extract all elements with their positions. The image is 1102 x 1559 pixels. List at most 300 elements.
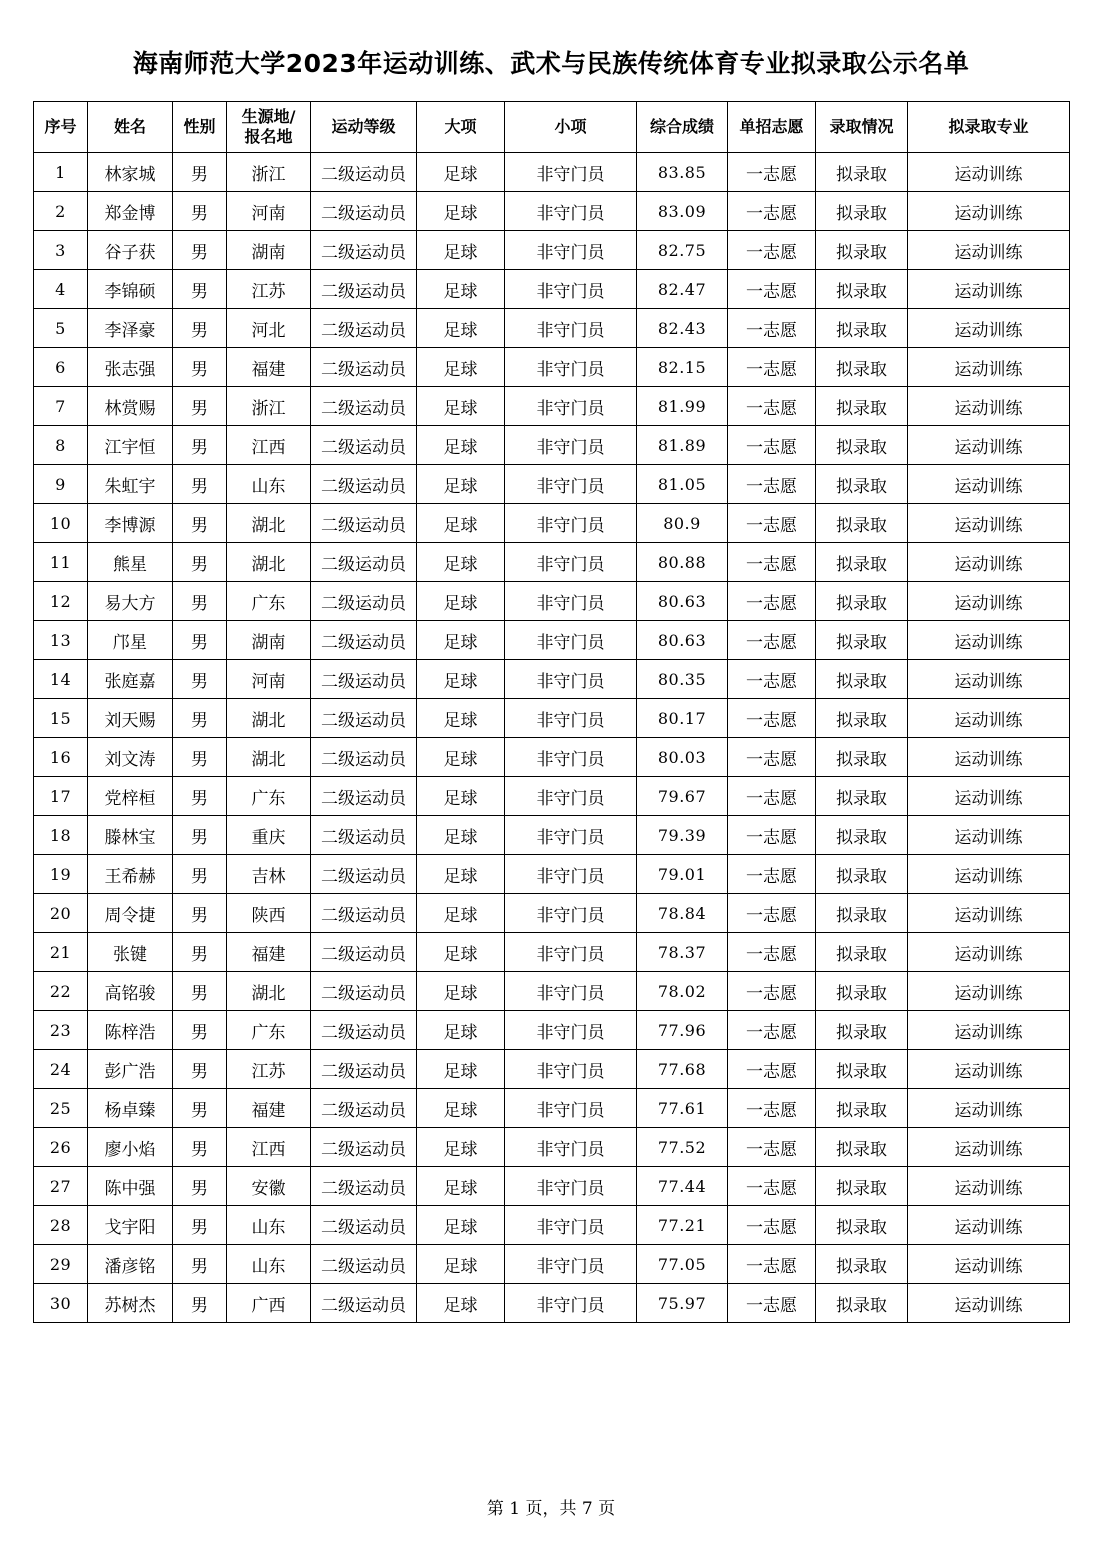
cell-preference: 一志愿 bbox=[728, 1206, 816, 1245]
cell-index: 25 bbox=[34, 1089, 88, 1128]
cell-name: 陈梓浩 bbox=[88, 1011, 173, 1050]
cell-preference: 一志愿 bbox=[728, 972, 816, 1011]
cell-gender: 男 bbox=[173, 699, 227, 738]
cell-sport: 足球 bbox=[417, 894, 505, 933]
cell-gender: 男 bbox=[173, 1128, 227, 1167]
cell-major: 运动训练 bbox=[908, 543, 1070, 582]
cell-score: 82.75 bbox=[637, 231, 728, 270]
table-row bbox=[34, 153, 1070, 192]
table-row bbox=[34, 1245, 1070, 1284]
cell-major: 运动训练 bbox=[908, 1206, 1070, 1245]
cell-origin: 河南 bbox=[227, 192, 311, 231]
cell-sport: 足球 bbox=[417, 582, 505, 621]
cell-origin: 山东 bbox=[227, 1245, 311, 1284]
cell-sport: 足球 bbox=[417, 270, 505, 309]
cell-status: 拟录取 bbox=[816, 582, 908, 621]
table-row bbox=[34, 1011, 1070, 1050]
cell-index: 30 bbox=[34, 1284, 88, 1323]
cell-major: 运动训练 bbox=[908, 192, 1070, 231]
cell-event: 非守门员 bbox=[505, 1245, 637, 1284]
cell-sport: 足球 bbox=[417, 1284, 505, 1323]
cell-preference: 一志愿 bbox=[728, 1050, 816, 1089]
cell-sport: 足球 bbox=[417, 1089, 505, 1128]
table-row bbox=[34, 582, 1070, 621]
cell-index: 24 bbox=[34, 1050, 88, 1089]
cell-name: 郑金博 bbox=[88, 192, 173, 231]
cell-name: 彭广浩 bbox=[88, 1050, 173, 1089]
table-row bbox=[34, 699, 1070, 738]
cell-preference: 一志愿 bbox=[728, 270, 816, 309]
cell-origin: 安徽 bbox=[227, 1167, 311, 1206]
table-row bbox=[34, 1050, 1070, 1089]
cell-origin: 广东 bbox=[227, 777, 311, 816]
cell-score: 80.63 bbox=[637, 621, 728, 660]
cell-score: 80.17 bbox=[637, 699, 728, 738]
cell-level: 二级运动员 bbox=[311, 309, 417, 348]
table-row bbox=[34, 270, 1070, 309]
cell-preference: 一志愿 bbox=[728, 777, 816, 816]
cell-preference: 一志愿 bbox=[728, 855, 816, 894]
cell-event: 非守门员 bbox=[505, 543, 637, 582]
cell-preference: 一志愿 bbox=[728, 426, 816, 465]
cell-event: 非守门员 bbox=[505, 348, 637, 387]
cell-major: 运动训练 bbox=[908, 738, 1070, 777]
cell-name: 张志强 bbox=[88, 348, 173, 387]
cell-status: 拟录取 bbox=[816, 1206, 908, 1245]
cell-index: 4 bbox=[34, 270, 88, 309]
cell-status: 拟录取 bbox=[816, 1128, 908, 1167]
cell-major: 运动训练 bbox=[908, 1245, 1070, 1284]
cell-name: 林赏赐 bbox=[88, 387, 173, 426]
cell-event: 非守门员 bbox=[505, 816, 637, 855]
cell-level: 二级运动员 bbox=[311, 1167, 417, 1206]
cell-origin: 湖北 bbox=[227, 699, 311, 738]
cell-event: 非守门员 bbox=[505, 855, 637, 894]
cell-event: 非守门员 bbox=[505, 426, 637, 465]
cell-origin: 福建 bbox=[227, 348, 311, 387]
table-row bbox=[34, 1284, 1070, 1323]
table-row bbox=[34, 738, 1070, 777]
cell-preference: 一志愿 bbox=[728, 816, 816, 855]
cell-event: 非守门员 bbox=[505, 231, 637, 270]
cell-event: 非守门员 bbox=[505, 1284, 637, 1323]
cell-major: 运动训练 bbox=[908, 465, 1070, 504]
cell-event: 非守门员 bbox=[505, 192, 637, 231]
cell-status: 拟录取 bbox=[816, 1167, 908, 1206]
cell-preference: 一志愿 bbox=[728, 933, 816, 972]
cell-preference: 一志愿 bbox=[728, 465, 816, 504]
cell-gender: 男 bbox=[173, 738, 227, 777]
cell-sport: 足球 bbox=[417, 387, 505, 426]
cell-sport: 足球 bbox=[417, 1128, 505, 1167]
column-header: 拟录取专业 bbox=[908, 102, 1070, 153]
cell-event: 非守门员 bbox=[505, 933, 637, 972]
cell-name: 王希赫 bbox=[88, 855, 173, 894]
cell-origin: 广西 bbox=[227, 1284, 311, 1323]
table-header-row bbox=[34, 102, 1070, 153]
cell-sport: 足球 bbox=[417, 972, 505, 1011]
cell-level: 二级运动员 bbox=[311, 1128, 417, 1167]
cell-origin: 江苏 bbox=[227, 270, 311, 309]
cell-origin: 河南 bbox=[227, 660, 311, 699]
cell-level: 二级运动员 bbox=[311, 660, 417, 699]
cell-preference: 一志愿 bbox=[728, 582, 816, 621]
cell-score: 75.97 bbox=[637, 1284, 728, 1323]
column-header: 姓名 bbox=[88, 102, 173, 153]
cell-name: 潘彦铭 bbox=[88, 1245, 173, 1284]
cell-name: 周令捷 bbox=[88, 894, 173, 933]
column-header: 综合成绩 bbox=[637, 102, 728, 153]
cell-score: 78.84 bbox=[637, 894, 728, 933]
cell-level: 二级运动员 bbox=[311, 582, 417, 621]
cell-level: 二级运动员 bbox=[311, 894, 417, 933]
cell-score: 80.35 bbox=[637, 660, 728, 699]
cell-sport: 足球 bbox=[417, 816, 505, 855]
cell-level: 二级运动员 bbox=[311, 504, 417, 543]
cell-score: 77.52 bbox=[637, 1128, 728, 1167]
cell-event: 非守门员 bbox=[505, 465, 637, 504]
cell-level: 二级运动员 bbox=[311, 465, 417, 504]
cell-sport: 足球 bbox=[417, 1167, 505, 1206]
cell-gender: 男 bbox=[173, 270, 227, 309]
cell-major: 运动训练 bbox=[908, 816, 1070, 855]
cell-origin: 河北 bbox=[227, 309, 311, 348]
cell-origin: 陕西 bbox=[227, 894, 311, 933]
cell-level: 二级运动员 bbox=[311, 387, 417, 426]
cell-gender: 男 bbox=[173, 231, 227, 270]
cell-gender: 男 bbox=[173, 192, 227, 231]
cell-major: 运动训练 bbox=[908, 621, 1070, 660]
table-row bbox=[34, 192, 1070, 231]
cell-sport: 足球 bbox=[417, 660, 505, 699]
cell-name: 滕林宝 bbox=[88, 816, 173, 855]
cell-gender: 男 bbox=[173, 1089, 227, 1128]
table-row bbox=[34, 465, 1070, 504]
cell-level: 二级运动员 bbox=[311, 1050, 417, 1089]
table-body bbox=[34, 153, 1070, 1323]
cell-preference: 一志愿 bbox=[728, 1167, 816, 1206]
cell-status: 拟录取 bbox=[816, 660, 908, 699]
cell-score: 80.63 bbox=[637, 582, 728, 621]
cell-level: 二级运动员 bbox=[311, 816, 417, 855]
cell-status: 拟录取 bbox=[816, 894, 908, 933]
cell-score: 79.01 bbox=[637, 855, 728, 894]
cell-index: 13 bbox=[34, 621, 88, 660]
cell-major: 运动训练 bbox=[908, 1167, 1070, 1206]
cell-status: 拟录取 bbox=[816, 192, 908, 231]
cell-gender: 男 bbox=[173, 426, 227, 465]
cell-name: 张庭嘉 bbox=[88, 660, 173, 699]
cell-preference: 一志愿 bbox=[728, 153, 816, 192]
cell-sport: 足球 bbox=[417, 465, 505, 504]
cell-event: 非守门员 bbox=[505, 777, 637, 816]
cell-name: 党梓桓 bbox=[88, 777, 173, 816]
cell-sport: 足球 bbox=[417, 777, 505, 816]
cell-preference: 一志愿 bbox=[728, 504, 816, 543]
table-row bbox=[34, 660, 1070, 699]
table-row bbox=[34, 816, 1070, 855]
cell-index: 2 bbox=[34, 192, 88, 231]
cell-index: 28 bbox=[34, 1206, 88, 1245]
cell-event: 非守门员 bbox=[505, 153, 637, 192]
cell-name: 廖小焰 bbox=[88, 1128, 173, 1167]
cell-gender: 男 bbox=[173, 855, 227, 894]
cell-score: 80.88 bbox=[637, 543, 728, 582]
cell-level: 二级运动员 bbox=[311, 933, 417, 972]
cell-status: 拟录取 bbox=[816, 777, 908, 816]
cell-name: 江宇恒 bbox=[88, 426, 173, 465]
cell-origin: 山东 bbox=[227, 1206, 311, 1245]
cell-index: 15 bbox=[34, 699, 88, 738]
cell-name: 熊星 bbox=[88, 543, 173, 582]
cell-gender: 男 bbox=[173, 543, 227, 582]
cell-origin: 广东 bbox=[227, 1011, 311, 1050]
page-title: 海南师范大学2023年运动训练、武术与民族传统体育专业拟录取公示名单 bbox=[132, 49, 970, 78]
cell-score: 83.85 bbox=[637, 153, 728, 192]
cell-index: 27 bbox=[34, 1167, 88, 1206]
cell-sport: 足球 bbox=[417, 1245, 505, 1284]
column-header: 性别 bbox=[173, 102, 227, 153]
cell-sport: 足球 bbox=[417, 504, 505, 543]
cell-name: 刘天赐 bbox=[88, 699, 173, 738]
cell-origin: 江西 bbox=[227, 1128, 311, 1167]
cell-status: 拟录取 bbox=[816, 387, 908, 426]
cell-index: 26 bbox=[34, 1128, 88, 1167]
cell-status: 拟录取 bbox=[816, 621, 908, 660]
cell-level: 二级运动员 bbox=[311, 1284, 417, 1323]
cell-event: 非守门员 bbox=[505, 387, 637, 426]
cell-event: 非守门员 bbox=[505, 504, 637, 543]
cell-score: 81.99 bbox=[637, 387, 728, 426]
cell-level: 二级运动员 bbox=[311, 231, 417, 270]
cell-index: 11 bbox=[34, 543, 88, 582]
cell-status: 拟录取 bbox=[816, 933, 908, 972]
cell-name: 李泽豪 bbox=[88, 309, 173, 348]
cell-status: 拟录取 bbox=[816, 1245, 908, 1284]
page-footer: 第 1 页，共 7 页 bbox=[486, 1499, 616, 1519]
cell-score: 82.43 bbox=[637, 309, 728, 348]
cell-major: 运动训练 bbox=[908, 1128, 1070, 1167]
cell-name: 戈宇阳 bbox=[88, 1206, 173, 1245]
cell-origin: 湖北 bbox=[227, 543, 311, 582]
cell-gender: 男 bbox=[173, 348, 227, 387]
column-header: 录取情况 bbox=[816, 102, 908, 153]
cell-index: 7 bbox=[34, 387, 88, 426]
table-row bbox=[34, 894, 1070, 933]
cell-score: 81.05 bbox=[637, 465, 728, 504]
table-row bbox=[34, 387, 1070, 426]
cell-level: 二级运动员 bbox=[311, 270, 417, 309]
cell-level: 二级运动员 bbox=[311, 777, 417, 816]
cell-preference: 一志愿 bbox=[728, 1128, 816, 1167]
cell-major: 运动训练 bbox=[908, 1089, 1070, 1128]
table-row bbox=[34, 1089, 1070, 1128]
cell-major: 运动训练 bbox=[908, 777, 1070, 816]
column-header: 大项 bbox=[417, 102, 505, 153]
cell-major: 运动训练 bbox=[908, 426, 1070, 465]
cell-status: 拟录取 bbox=[816, 855, 908, 894]
cell-event: 非守门员 bbox=[505, 1050, 637, 1089]
cell-score: 77.96 bbox=[637, 1011, 728, 1050]
cell-gender: 男 bbox=[173, 504, 227, 543]
cell-name: 高铭骏 bbox=[88, 972, 173, 1011]
cell-sport: 足球 bbox=[417, 699, 505, 738]
cell-preference: 一志愿 bbox=[728, 1284, 816, 1323]
cell-status: 拟录取 bbox=[816, 816, 908, 855]
cell-sport: 足球 bbox=[417, 543, 505, 582]
cell-name: 刘文涛 bbox=[88, 738, 173, 777]
cell-level: 二级运动员 bbox=[311, 621, 417, 660]
cell-gender: 男 bbox=[173, 933, 227, 972]
cell-index: 8 bbox=[34, 426, 88, 465]
cell-major: 运动训练 bbox=[908, 933, 1070, 972]
cell-score: 77.21 bbox=[637, 1206, 728, 1245]
cell-sport: 足球 bbox=[417, 1011, 505, 1050]
cell-status: 拟录取 bbox=[816, 972, 908, 1011]
cell-score: 81.89 bbox=[637, 426, 728, 465]
cell-event: 非守门员 bbox=[505, 1011, 637, 1050]
cell-name: 易大方 bbox=[88, 582, 173, 621]
cell-event: 非守门员 bbox=[505, 309, 637, 348]
cell-preference: 一志愿 bbox=[728, 1011, 816, 1050]
table-row bbox=[34, 348, 1070, 387]
cell-preference: 一志愿 bbox=[728, 738, 816, 777]
cell-level: 二级运动员 bbox=[311, 699, 417, 738]
cell-major: 运动训练 bbox=[908, 699, 1070, 738]
cell-preference: 一志愿 bbox=[728, 387, 816, 426]
cell-status: 拟录取 bbox=[816, 1050, 908, 1089]
cell-score: 80.9 bbox=[637, 504, 728, 543]
cell-status: 拟录取 bbox=[816, 309, 908, 348]
cell-level: 二级运动员 bbox=[311, 1089, 417, 1128]
cell-index: 12 bbox=[34, 582, 88, 621]
cell-gender: 男 bbox=[173, 1167, 227, 1206]
cell-gender: 男 bbox=[173, 1245, 227, 1284]
cell-score: 77.68 bbox=[637, 1050, 728, 1089]
cell-preference: 一志愿 bbox=[728, 543, 816, 582]
cell-major: 运动训练 bbox=[908, 894, 1070, 933]
cell-gender: 男 bbox=[173, 660, 227, 699]
cell-name: 林家城 bbox=[88, 153, 173, 192]
cell-status: 拟录取 bbox=[816, 348, 908, 387]
cell-status: 拟录取 bbox=[816, 699, 908, 738]
cell-major: 运动训练 bbox=[908, 582, 1070, 621]
cell-index: 10 bbox=[34, 504, 88, 543]
cell-event: 非守门员 bbox=[505, 894, 637, 933]
cell-name: 谷子获 bbox=[88, 231, 173, 270]
cell-major: 运动训练 bbox=[908, 387, 1070, 426]
cell-index: 22 bbox=[34, 972, 88, 1011]
cell-score: 80.03 bbox=[637, 738, 728, 777]
cell-preference: 一志愿 bbox=[728, 894, 816, 933]
cell-event: 非守门员 bbox=[505, 972, 637, 1011]
table-row bbox=[34, 426, 1070, 465]
cell-major: 运动训练 bbox=[908, 1284, 1070, 1323]
cell-index: 1 bbox=[34, 153, 88, 192]
cell-status: 拟录取 bbox=[816, 426, 908, 465]
cell-sport: 足球 bbox=[417, 309, 505, 348]
cell-index: 3 bbox=[34, 231, 88, 270]
cell-status: 拟录取 bbox=[816, 1089, 908, 1128]
cell-name: 李锦硕 bbox=[88, 270, 173, 309]
cell-name: 苏树杰 bbox=[88, 1284, 173, 1323]
cell-origin: 湖北 bbox=[227, 738, 311, 777]
cell-name: 邝星 bbox=[88, 621, 173, 660]
cell-index: 9 bbox=[34, 465, 88, 504]
cell-level: 二级运动员 bbox=[311, 153, 417, 192]
cell-origin: 湖南 bbox=[227, 621, 311, 660]
cell-level: 二级运动员 bbox=[311, 855, 417, 894]
cell-status: 拟录取 bbox=[816, 465, 908, 504]
cell-sport: 足球 bbox=[417, 855, 505, 894]
cell-gender: 男 bbox=[173, 894, 227, 933]
cell-name: 陈中强 bbox=[88, 1167, 173, 1206]
table-row bbox=[34, 1167, 1070, 1206]
cell-event: 非守门员 bbox=[505, 1206, 637, 1245]
cell-level: 二级运动员 bbox=[311, 426, 417, 465]
cell-sport: 足球 bbox=[417, 426, 505, 465]
cell-index: 29 bbox=[34, 1245, 88, 1284]
cell-event: 非守门员 bbox=[505, 660, 637, 699]
cell-event: 非守门员 bbox=[505, 738, 637, 777]
cell-gender: 男 bbox=[173, 153, 227, 192]
cell-level: 二级运动员 bbox=[311, 1206, 417, 1245]
cell-status: 拟录取 bbox=[816, 231, 908, 270]
cell-score: 82.15 bbox=[637, 348, 728, 387]
cell-index: 18 bbox=[34, 816, 88, 855]
cell-status: 拟录取 bbox=[816, 153, 908, 192]
cell-sport: 足球 bbox=[417, 1050, 505, 1089]
cell-preference: 一志愿 bbox=[728, 1245, 816, 1284]
column-header: 生源地/ 报名地 bbox=[227, 102, 311, 153]
cell-index: 19 bbox=[34, 855, 88, 894]
cell-event: 非守门员 bbox=[505, 621, 637, 660]
cell-gender: 男 bbox=[173, 1050, 227, 1089]
cell-level: 二级运动员 bbox=[311, 972, 417, 1011]
cell-event: 非守门员 bbox=[505, 699, 637, 738]
cell-index: 20 bbox=[34, 894, 88, 933]
cell-level: 二级运动员 bbox=[311, 192, 417, 231]
cell-status: 拟录取 bbox=[816, 738, 908, 777]
table-row bbox=[34, 972, 1070, 1011]
table-row bbox=[34, 777, 1070, 816]
cell-major: 运动训练 bbox=[908, 153, 1070, 192]
cell-origin: 江苏 bbox=[227, 1050, 311, 1089]
cell-sport: 足球 bbox=[417, 738, 505, 777]
cell-origin: 湖南 bbox=[227, 231, 311, 270]
cell-gender: 男 bbox=[173, 621, 227, 660]
column-header: 小项 bbox=[505, 102, 637, 153]
cell-index: 17 bbox=[34, 777, 88, 816]
column-header: 运动等级 bbox=[311, 102, 417, 153]
cell-index: 14 bbox=[34, 660, 88, 699]
cell-level: 二级运动员 bbox=[311, 348, 417, 387]
cell-sport: 足球 bbox=[417, 153, 505, 192]
cell-origin: 浙江 bbox=[227, 153, 311, 192]
cell-gender: 男 bbox=[173, 582, 227, 621]
cell-gender: 男 bbox=[173, 465, 227, 504]
cell-score: 82.47 bbox=[637, 270, 728, 309]
cell-score: 79.67 bbox=[637, 777, 728, 816]
cell-event: 非守门员 bbox=[505, 1089, 637, 1128]
table-row bbox=[34, 1128, 1070, 1167]
cell-gender: 男 bbox=[173, 1206, 227, 1245]
cell-name: 杨卓臻 bbox=[88, 1089, 173, 1128]
table-row bbox=[34, 1206, 1070, 1245]
cell-gender: 男 bbox=[173, 777, 227, 816]
cell-origin: 湖北 bbox=[227, 972, 311, 1011]
cell-index: 23 bbox=[34, 1011, 88, 1050]
